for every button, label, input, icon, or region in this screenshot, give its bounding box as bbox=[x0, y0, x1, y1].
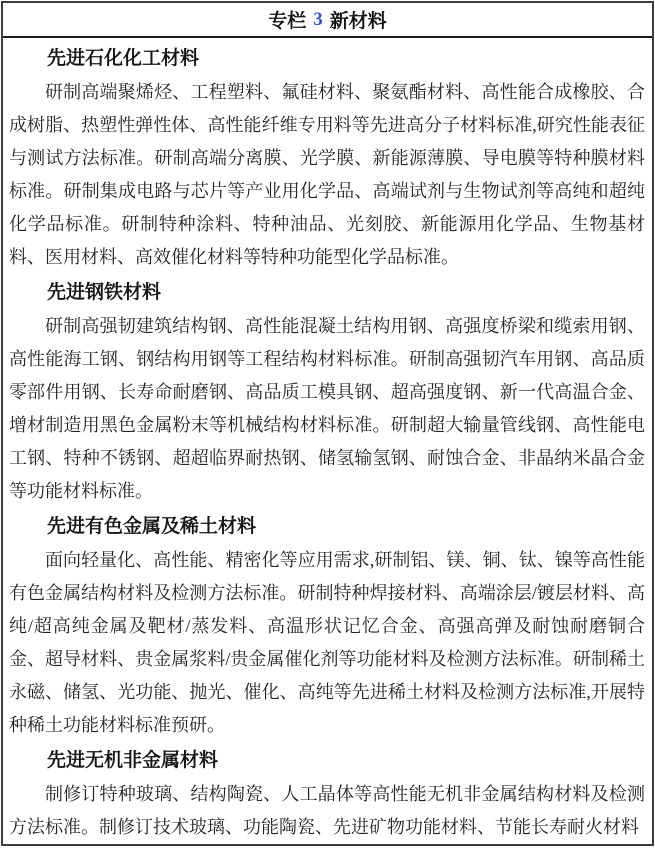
column-box bbox=[1, 1, 654, 846]
section-heading-inorganic-nonmetal: 先进无机非金属材料 bbox=[47, 750, 219, 771]
box-content bbox=[3, 38, 652, 844]
section-heading-steel: 先进钢铁材料 bbox=[47, 282, 162, 303]
section-body-nonferrous-rare-earth: 面向轻量化、高性能、精密化等应用需求,研制铝、镁、铜、钛、镍等高性能有色金属结构材料及检测方法标准。研制特种焊接材料、高端涂层/镀层材料、高纯/超高纯金属及靶材/蒸发料、高温形状记忆合金、高强高弹及耐蚀耐磨铜合金、超导材料、贵金属浆料/贵金属催化剂等功能材料及检测方法标准。研制稀土永磁、储氢、光功能、抛光、催化、高纯等先进稀土材料及检测方法标准,开展特种稀土功能材料标准预研。 bbox=[9, 550, 645, 735]
section-body-petrochemical: 研制高端聚烯烃、工程塑料、氟硅材料、聚氨酯材料、高性能合成橡胶、合成树脂、热塑性弹性体、高性能纤维专用料等先进高分子材料标准,研究性能表征与测试方法标准。研制高端分离膜、光学膜、新能源薄膜、导电膜等特种膜材料标准。研制集成电路与芯片等产业用化学品、高端试剂与生物试剂等高纯和超纯化学品标准。研制特种涂料、特种油品、光刻胶、新能源用化学品、生物基材料、医用材料、高效催化材料等特种功能型化学品标准。 bbox=[9, 82, 645, 267]
section-heading-petrochemical: 先进石化化工材料 bbox=[47, 48, 200, 69]
section-body-inorganic-nonmetal: 制修订特种玻璃、结构陶瓷、人工晶体等高性能无机非金属结构材料及检测方法标准。制修订技术玻璃、功能陶瓷、先进矿物功能材料、节能长寿耐火材料 bbox=[9, 784, 645, 837]
box-title bbox=[3, 3, 652, 38]
section-body-steel: 研制高强韧建筑结构钢、高性能混凝土结构用钢、高强度桥梁和缆索用钢、高性能海工钢、钢结构用钢等工程结构材料标准。研制高强韧汽车用钢、高品质零部件用钢、长寿命耐磨钢、高品质工模具钢、超高强度钢、新一代高温合金、增材制造用黑色金属粉末等机械结构材料标准。研制超大输量管线钢、高性能电工钢、特种不锈钢、超超临界耐热钢、储氢输氢钢、耐蚀合金、非晶纳米晶合金等功能材料标准。 bbox=[9, 316, 645, 501]
box-title-prefix: 专栏 bbox=[268, 11, 307, 32]
box-title-suffix: 新材料 bbox=[329, 11, 387, 32]
box-title-number: 3 bbox=[313, 8, 323, 30]
section-heading-nonferrous-rare-earth: 先进有色金属及稀土材料 bbox=[47, 516, 257, 537]
